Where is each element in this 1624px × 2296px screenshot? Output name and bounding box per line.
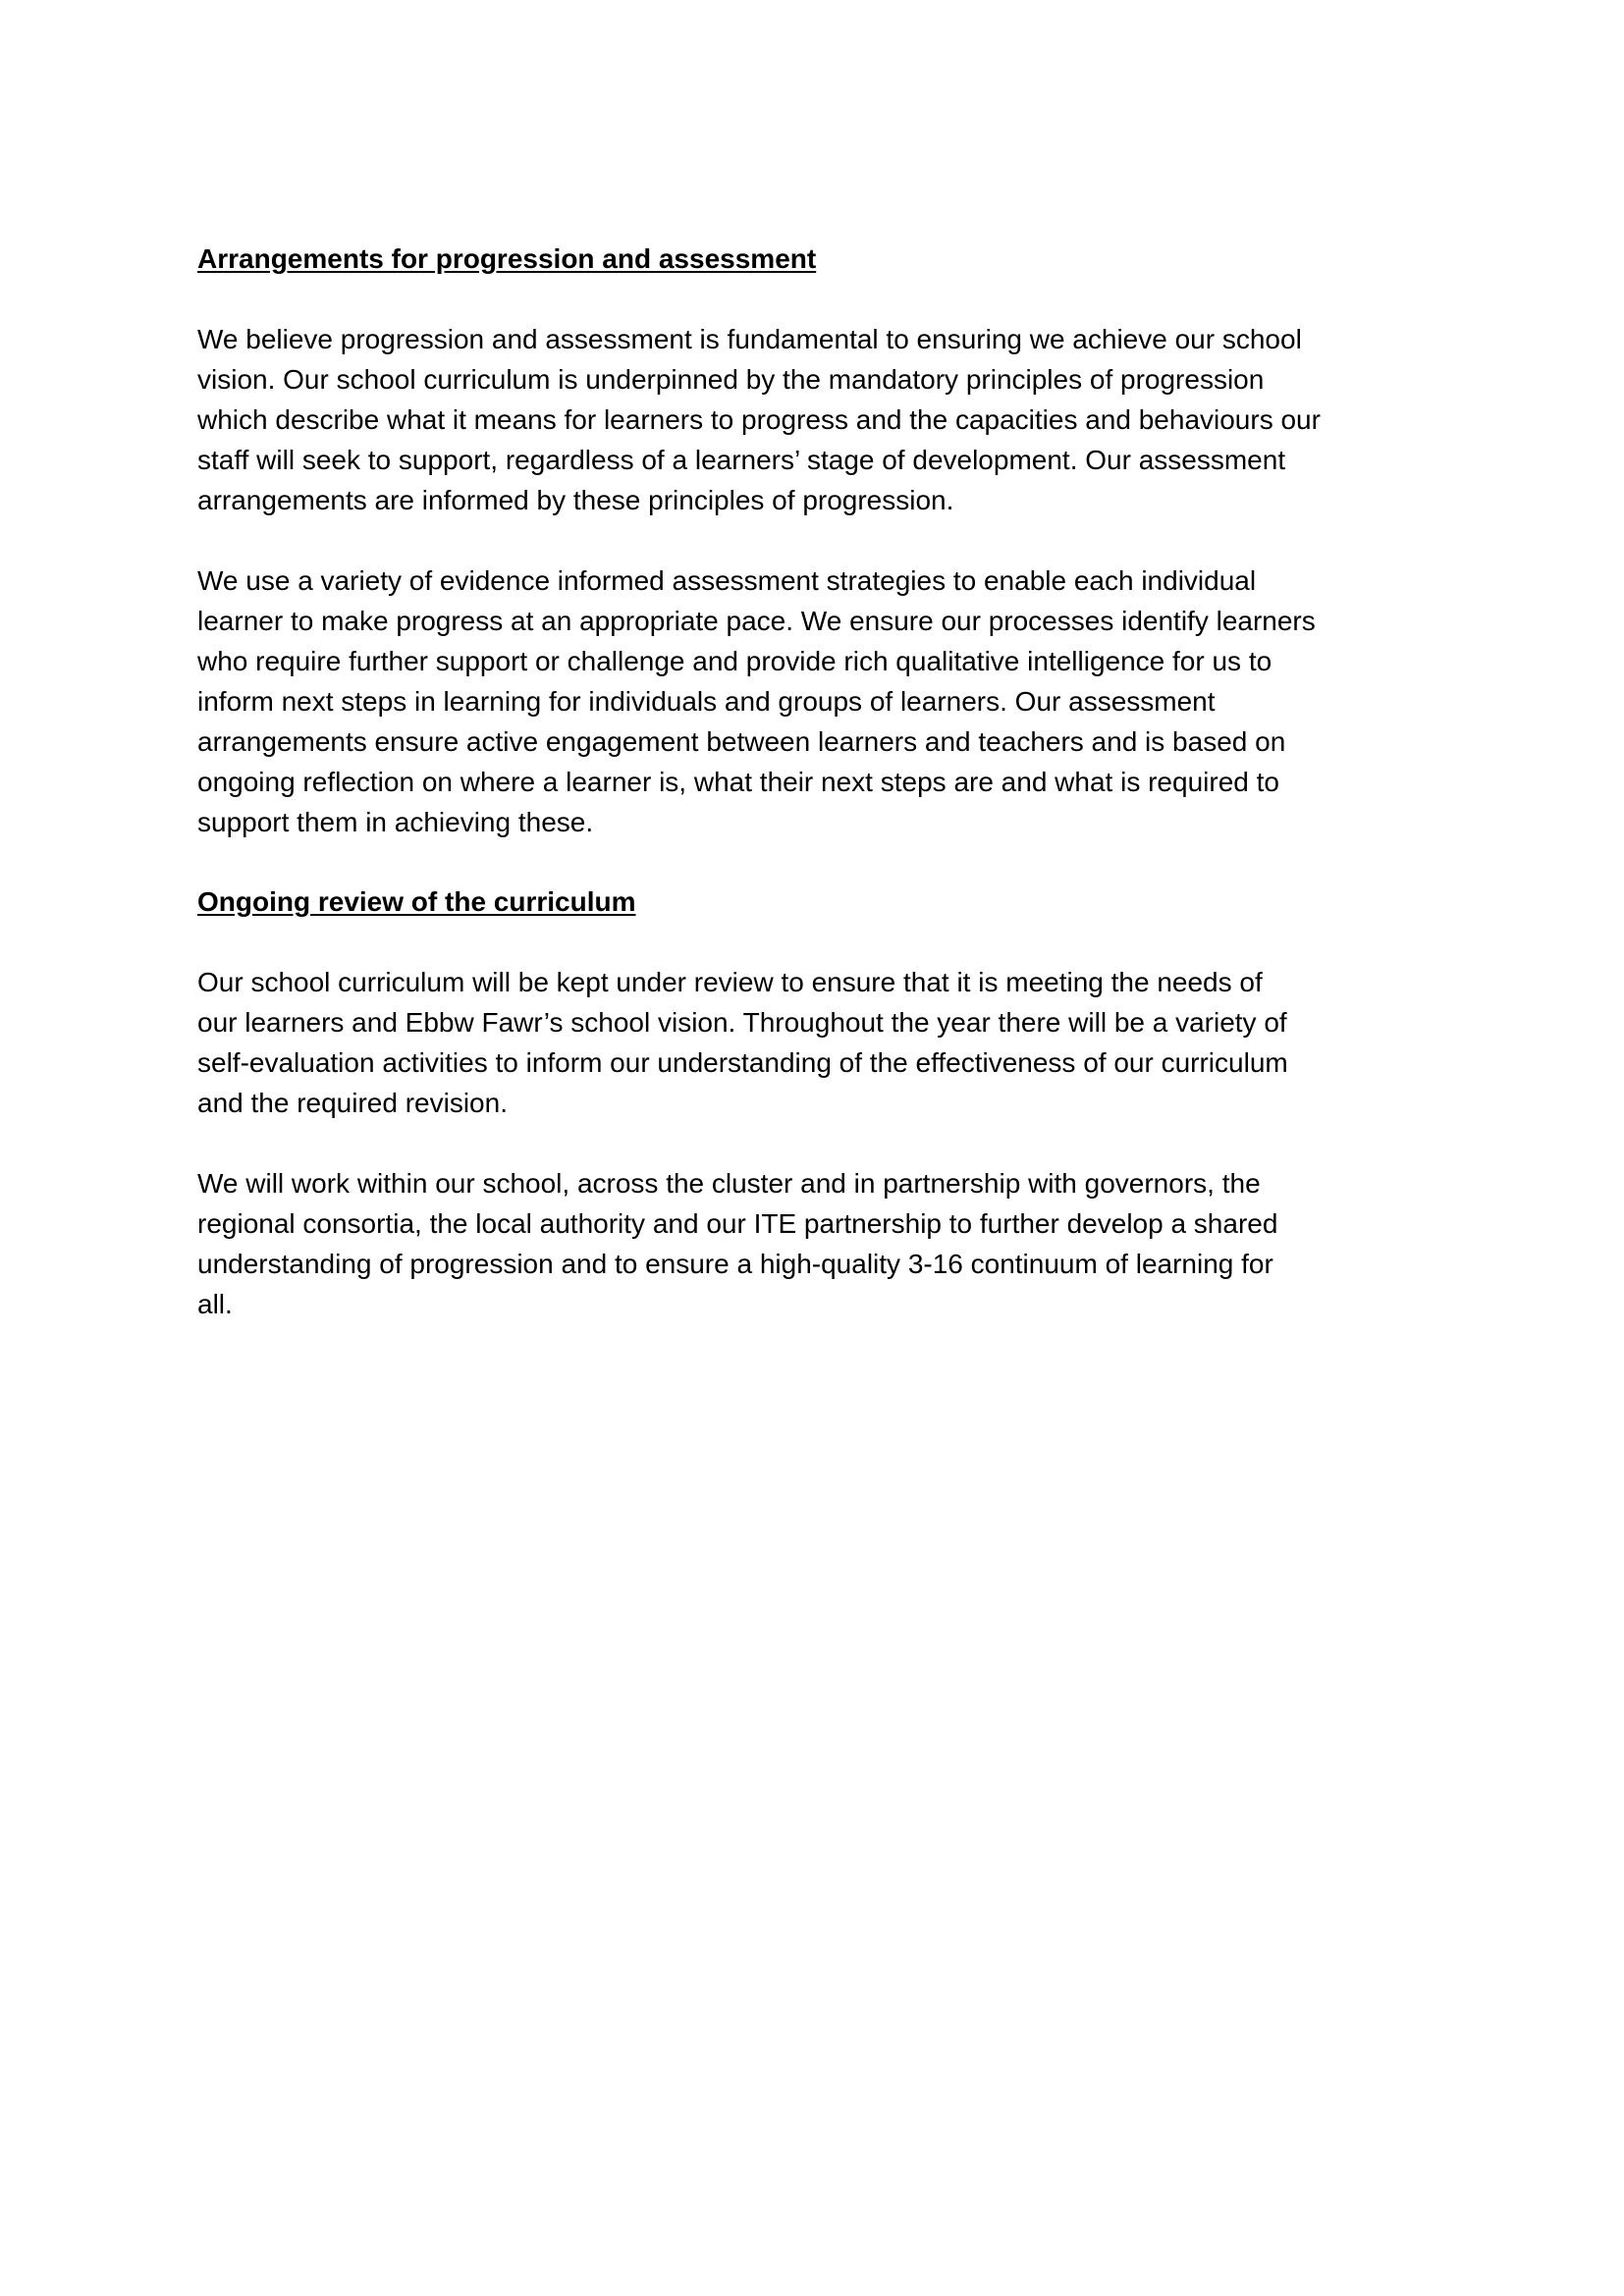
section-progression-assessment	[197, 240, 1444, 842]
paragraph: We will work within our school, across the cluster and in partnership with governors, the regional consortia, the local authority and our ITE partnership to further develop a shared understanding of progression and to ensure a high-quality 3-16 continuum of learning for all.	[197, 1168, 1278, 1319]
section-curriculum-review	[197, 882, 1444, 1324]
section-heading: Ongoing review of the curriculum	[197, 886, 636, 917]
paragraph: We use a variety of evidence informed assessment strategies to enable each individual learner to make progress at an appropriate pace. We ensure our processes identify learners who require further support or challenge and provide rich qualitative intelligence for us to inform next steps in learning for individuals and groups of learners. Our assessment arrangements ensure active engagement between learners and teachers and is based on ongoing reflection on where a learner is, what their next steps are and what is required to support them in achieving these.	[197, 565, 1316, 837]
document-body	[197, 240, 1444, 1364]
paragraph: Our school curriculum will be kept under review to ensure that it is meeting the needs of our learners and Ebbw Fawr’s school vision. Throughout the year there will be a variety of self-evaluation activities to inform our understanding of the effectiveness of our curriculum and the required revision.	[197, 967, 1288, 1118]
section-heading: Arrangements for progression and assessment	[197, 243, 817, 274]
paragraph: We believe progression and assessment is fundamental to ensuring we achieve our school vision. Our school curriculum is underpinned by the mandatory principles of progression which describe what it means for learners to progress and the capacities and behaviours our staff will seek to support, regardless of a learners’ stage of development. Our assessment arrangements are informed by these principles of progression.	[197, 324, 1321, 515]
